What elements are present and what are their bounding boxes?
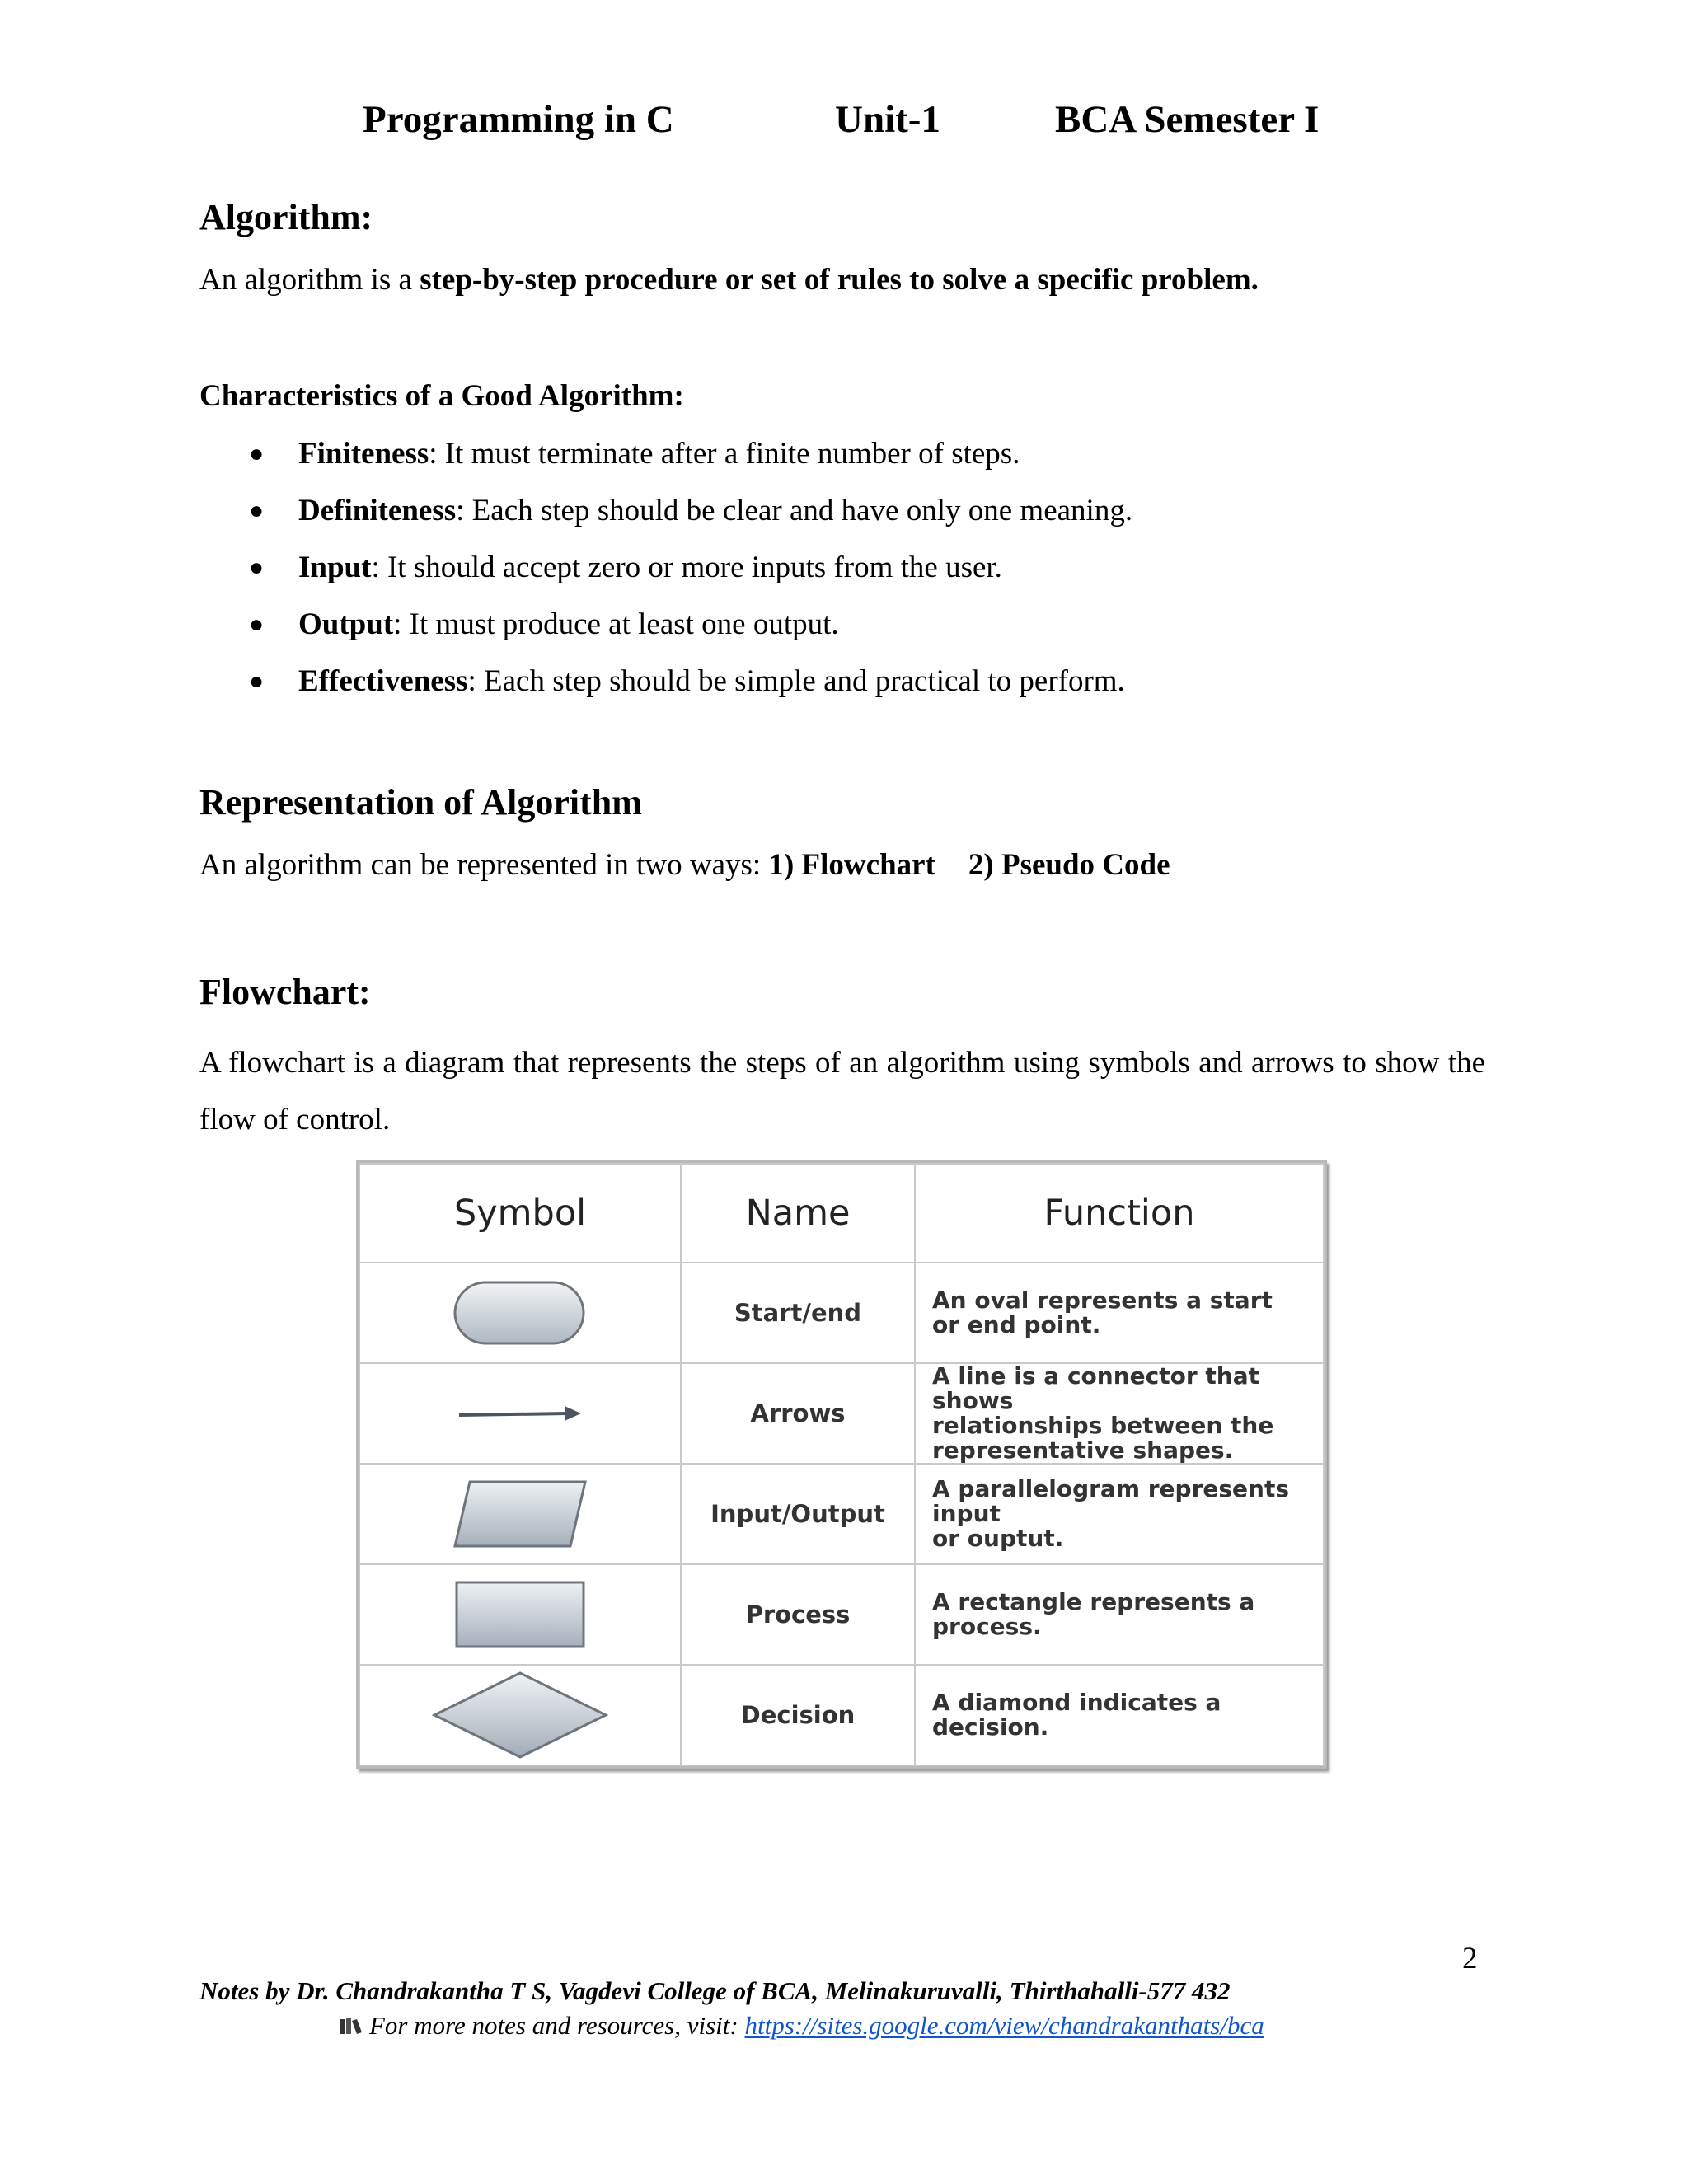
characteristic-term: Output xyxy=(298,607,394,641)
function-line: A line is a connector that shows xyxy=(932,1362,1260,1414)
list-item xyxy=(199,485,1132,542)
table-header-row xyxy=(359,1164,1324,1263)
symbol-name: Input/Output xyxy=(681,1464,915,1564)
representation-way2: 2) Pseudo Code xyxy=(968,848,1170,882)
function-line: representative shapes. xyxy=(932,1436,1234,1464)
page-header xyxy=(0,97,1688,147)
characteristic-term: Input xyxy=(298,551,372,584)
header-name: Name xyxy=(681,1164,915,1263)
representation-prefix: An algorithm can be represented in two ways: xyxy=(199,848,769,882)
table-row xyxy=(359,1363,1324,1464)
symbol-function xyxy=(915,1564,1324,1665)
symbol-cell xyxy=(359,1464,681,1564)
symbol-name: Start/end xyxy=(681,1263,915,1363)
footer-credit: Notes by Dr. Chandrakantha T S, Vagdevi College of BCA, Melinakuruvalli, Thirthahalli-577 432 xyxy=(199,1976,1231,2005)
algorithm-heading: Algorithm: xyxy=(199,197,373,237)
bullet-icon: ● xyxy=(249,668,265,695)
function-line: A rectangle represents a process. xyxy=(932,1588,1255,1640)
footer-link[interactable]: https://sites.google.com/view/chandrakanthats/bca xyxy=(744,2011,1264,2040)
bullet-icon: ● xyxy=(249,611,265,638)
bullet-icon: ● xyxy=(249,554,265,581)
diamond-icon xyxy=(429,1670,611,1760)
symbol-cell xyxy=(359,1363,681,1464)
oval-icon xyxy=(450,1276,590,1350)
symbol-name: Process xyxy=(681,1564,915,1665)
list-item xyxy=(199,599,1132,656)
representation-text xyxy=(199,847,1170,883)
flowchart-heading: Flowchart: xyxy=(199,972,371,1012)
characteristic-term: Definiteness xyxy=(298,494,457,527)
list-item xyxy=(199,656,1132,713)
flowchart-description: A flowchart is a diagram that represents the steps of an algorithm using symbols and arrows to show the flow of control. xyxy=(199,1046,1485,1137)
symbol-name: Arrows xyxy=(681,1363,915,1464)
header-function: Function xyxy=(915,1164,1324,1263)
table-row xyxy=(359,1665,1324,1765)
characteristic-desc: : It must terminate after a finite number of steps. xyxy=(429,437,1020,471)
function-line: A parallelogram represents input xyxy=(932,1475,1290,1527)
parallelogram-icon xyxy=(450,1477,590,1551)
function-line: or ouptut. xyxy=(932,1525,1064,1552)
header-subject: Programming in C xyxy=(363,98,674,141)
books-icon xyxy=(340,2016,363,2036)
symbol-cell xyxy=(359,1564,681,1665)
rectangle-icon xyxy=(450,1577,590,1652)
list-item xyxy=(199,429,1132,485)
function-line: A diamond indicates a decision. xyxy=(932,1689,1221,1741)
footer-more-text: For more notes and resources, visit: xyxy=(369,2011,745,2040)
representation-way1: 1) Flowchart xyxy=(768,848,935,882)
footer-resources xyxy=(340,2011,1264,2041)
flowchart-symbols-table xyxy=(356,1160,1327,1769)
symbol-cell xyxy=(359,1665,681,1765)
list-item xyxy=(199,542,1132,599)
algorithm-definition xyxy=(199,262,1259,298)
arrow-icon xyxy=(454,1397,586,1430)
page-number: 2 xyxy=(1462,1942,1478,1975)
symbol-name: Decision xyxy=(681,1665,915,1765)
bullet-icon: ● xyxy=(249,440,265,467)
symbol-function xyxy=(915,1363,1324,1464)
symbol-cell xyxy=(359,1263,681,1363)
function-line: or end point. xyxy=(932,1311,1101,1338)
header-semester: BCA Semester I xyxy=(1055,98,1320,141)
bullet-icon: ● xyxy=(249,497,265,524)
table-row xyxy=(359,1263,1324,1363)
characteristics-heading: Characteristics of a Good Algorithm: xyxy=(199,379,684,413)
header-symbol: Symbol xyxy=(359,1164,681,1263)
algorithm-definition-prefix: An algorithm is a xyxy=(199,263,420,297)
characteristic-term: Effectiveness xyxy=(298,664,468,698)
function-line: relationships between the xyxy=(932,1412,1274,1439)
characteristic-term: Finiteness xyxy=(298,437,429,471)
characteristic-desc: : Each step should be simple and practical to perform. xyxy=(467,664,1125,698)
function-line: An oval represents a start xyxy=(932,1286,1273,1314)
symbol-function xyxy=(915,1665,1324,1765)
table-row xyxy=(359,1464,1324,1564)
table-row xyxy=(359,1564,1324,1665)
header-unit: Unit-1 xyxy=(835,98,940,141)
characteristic-desc: : Each step should be clear and have only one meaning. xyxy=(456,494,1133,527)
algorithm-definition-bold: step-by-step procedure or set of rules to solve a specific problem. xyxy=(420,263,1259,297)
symbol-function xyxy=(915,1464,1324,1564)
characteristics-list xyxy=(199,429,1132,713)
representation-heading: Representation of Algorithm xyxy=(199,782,642,823)
characteristic-desc: : It should accept zero or more inputs from the user. xyxy=(371,551,1002,584)
characteristic-desc: : It must produce at least one output. xyxy=(393,607,839,641)
symbol-function xyxy=(915,1263,1324,1363)
